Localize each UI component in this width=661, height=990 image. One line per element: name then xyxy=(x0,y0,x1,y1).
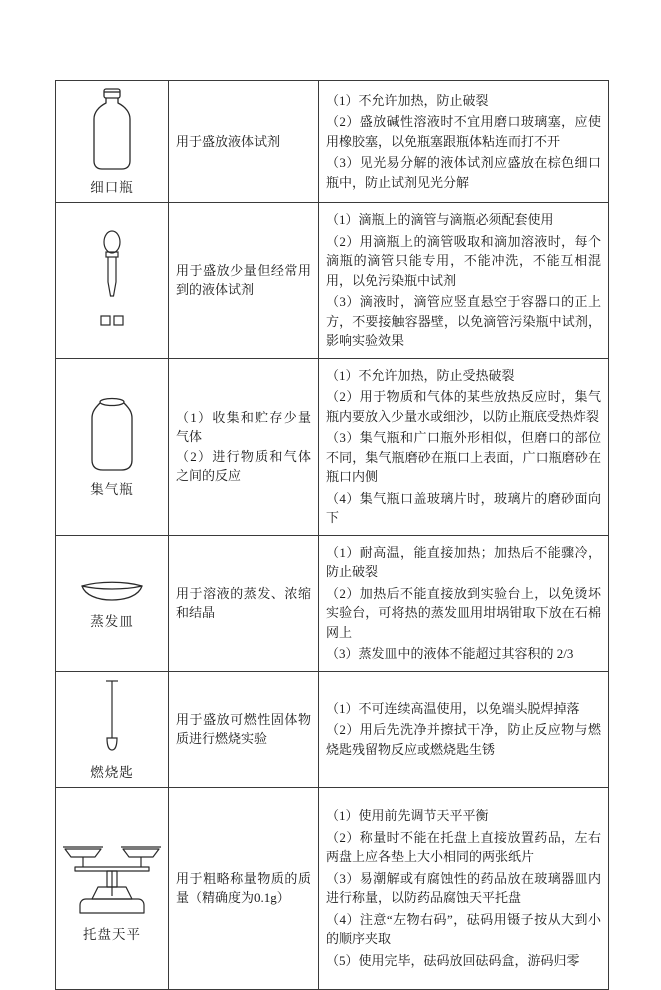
note-text: （1）不可连续高温使用，以免端头脱焊掉落 xyxy=(326,700,580,716)
table-row xyxy=(56,535,608,671)
note-text: （4）注意“左物右码”，砝码用镊子按从大到小的顺序夹取 xyxy=(326,911,601,946)
note-text: （4）集气瓶口盖玻璃片时，玻璃片的磨砂面向下 xyxy=(326,490,601,525)
usage-text: 用于粗略称量物质的质量（精确度为0.1g） xyxy=(176,870,311,905)
note-text: （2）用滴瓶上的滴管吸取和滴加溶液时，每个滴瓶的滴管只能专用，不能冲洗，不能互相混用，以免污染瓶中试剂 xyxy=(326,233,601,288)
usage-text: 用于盛放液体试剂 xyxy=(176,133,281,149)
equipment-cell xyxy=(56,359,168,535)
table-row xyxy=(56,358,608,535)
usage-text: 用于溶液的蒸发、浓缩和结晶 xyxy=(176,585,311,620)
note-text: （1）滴瓶上的滴管与滴瓶必须配套使用 xyxy=(326,212,554,227)
usage-text: （1）收集和贮存少量气体 xyxy=(176,409,311,444)
table-row xyxy=(56,787,608,989)
evaporating-dish-icon xyxy=(79,577,145,605)
notes-cell xyxy=(318,536,608,671)
equipment-name: 集气瓶 xyxy=(90,482,134,497)
note-text: （3）易潮解或有腐蚀性的药品放在玻璃器皿内进行称量，以防药品腐蚀天平托盘 xyxy=(326,870,601,905)
note-text: （2）用于物质和气体的某些放热反应时，集气瓶内要放入少量水或细沙，以防止瓶底受热炸裂 xyxy=(326,389,601,424)
notes-cell xyxy=(318,788,608,989)
note-text: （2）加热后不能直接放到实验台上，以免烫坏实验台，可将热的蒸发皿用坩埚钳取下放在石棉网上 xyxy=(326,585,601,640)
note-text: （3）见光易分解的液体试剂应盛放在棕色细口瓶中，防止试剂见光分解 xyxy=(326,155,601,190)
usage-text: 用于盛放少量但经常用到的液体试剂 xyxy=(176,262,311,298)
notes-cell xyxy=(318,672,608,787)
note-text: （1）使用前先调节天平平衡 xyxy=(326,808,489,823)
balance-scale-icon xyxy=(60,834,164,918)
combustion-spoon-icon xyxy=(101,678,123,756)
note-text: （2）盛放碱性溶液时不宜用磨口玻璃塞，应使用橡胶塞，以免瓶塞跟瓶体粘连而打不开 xyxy=(326,114,601,149)
equipment-cell xyxy=(56,536,168,671)
table-row xyxy=(56,81,608,202)
equipment-name: 托盘天平 xyxy=(83,926,141,942)
usage-cell xyxy=(168,203,318,358)
equipment-name: 燃烧匙 xyxy=(90,764,134,780)
equipment-name: 细口瓶 xyxy=(90,180,134,195)
usage-cell xyxy=(168,672,318,787)
notes-cell xyxy=(318,203,608,358)
equipment-cell xyxy=(56,203,168,358)
usage-cell xyxy=(168,359,318,535)
notes-cell xyxy=(318,359,608,535)
note-text: （3）集气瓶和广口瓶外形相似，但磨口的部位不同，集气瓶磨砂在瓶口上表面，广口瓶磨砂在瓶口内侧 xyxy=(326,430,601,484)
note-text: （3）蒸发皿中的液体不能超过其容积的 2/3 xyxy=(326,646,574,661)
table-row xyxy=(56,202,608,358)
equipment-cell xyxy=(56,672,168,787)
usage-cell xyxy=(168,536,318,671)
note-text: （2）称量时不能在托盘上直接放置药品，左右两盘上应各垫上大小相同的两张纸片 xyxy=(326,829,601,864)
note-text: （1）不允许加热，防止破裂 xyxy=(326,92,489,108)
dropper-bottle-icon xyxy=(92,229,132,327)
note-text: （1）耐高温，能直接加热；加热后不能骤冷，防止破裂 xyxy=(326,544,601,579)
table-row xyxy=(56,671,608,787)
note-text: （1）不允许加热，防止受热破裂 xyxy=(326,367,515,383)
note-text: （2）用后先洗净并擦拭干净，防止反应物与燃烧匙残留物反应或燃烧匙生锈 xyxy=(326,722,601,757)
note-text: （3）滴液时，滴管应竖直悬空于容器口的正上方，不要接触容器壁，以免滴管污染瓶中试剂，影响实验效果 xyxy=(326,294,601,348)
narrow-mouth-bottle-icon xyxy=(89,87,135,171)
usage-cell xyxy=(168,788,318,989)
note-text: （5）使用完毕，砝码放回砝码盒，游码归零 xyxy=(326,952,580,968)
usage-text: （2）进行物质和气体之间的反应 xyxy=(176,448,311,483)
equipment-table xyxy=(55,80,609,990)
equipment-cell xyxy=(56,788,168,989)
usage-cell xyxy=(168,81,318,202)
notes-cell xyxy=(318,81,608,202)
equipment-cell xyxy=(56,81,168,202)
usage-text: 用于盛放可燃性固体物质进行燃烧实验 xyxy=(176,711,311,746)
gas-collecting-bottle-icon xyxy=(86,395,138,473)
equipment-name: 蒸发皿 xyxy=(90,613,134,629)
